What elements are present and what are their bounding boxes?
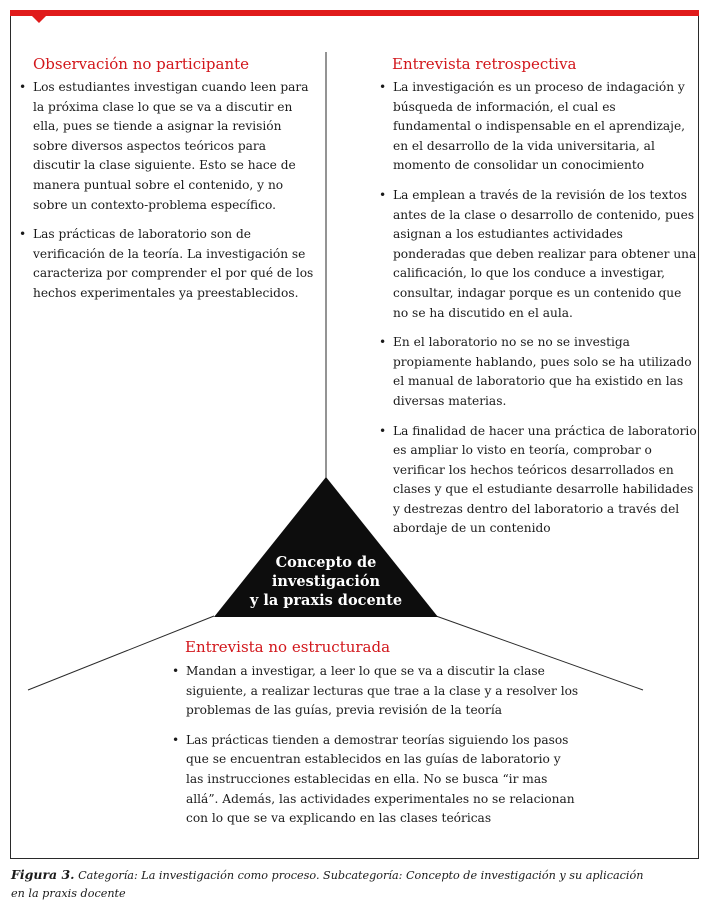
list-item: • Mandan a investigar, a leer lo que se va a discutir la clase siguiente, a realizar lecturas que trae a la clase y a resolver los problemas de las guías, previa revisión de la teoría <box>172 662 580 721</box>
figure-number: Figura 3. <box>11 867 75 882</box>
list-no-estructurada <box>172 662 580 839</box>
heading-observacion: Observación no participante <box>33 55 250 73</box>
heading-no-estructurada: Entrevista no estructurada <box>185 638 391 656</box>
figure-caption <box>11 866 651 903</box>
list-item: • La emplean a través de la revisión de los textos antes de la clase o desarrollo de contenido, pues asignan a los estudiantes actividades ponderadas que deben realizar para obtener una calificación, lo que los conduce a investigar, consultar, indagar porque es un contenido que no se ha discutido en el aula. <box>379 186 697 323</box>
list-item: • Las prácticas tienden a demostrar teorías siguiendo los pasos que se encuentran establecidos en las guías de laboratorio y las instrucciones establecidas en ella. No se busca “ir mas allá”. Además, las actividades experimentales no se relacionan con lo que se va explicando en las clases teóricas <box>172 731 580 829</box>
center-label-line: investigación <box>271 573 381 590</box>
list-item: • La investigación es un proceso de indagación y búsqueda de información, el cual es fundamental o indispensable en el aprendizaje, en el desarrollo de la vida universitaria, al momento de consolidar un conocimiento <box>379 78 697 176</box>
caption-text: Categoría: La investigación como proceso. Subcategoría: Concepto de investigación y su aplicación en la praxis docente <box>11 869 644 900</box>
center-concept-label <box>236 553 416 610</box>
heading-retrospectiva: Entrevista retrospectiva <box>392 55 577 73</box>
list-item: • Las prácticas de laboratorio son de verificación de la teoría. La investigación se caracteriza por comprender el por qué de los hechos experimentales ya preestablecidos. <box>19 225 317 303</box>
list-item: • En el laboratorio no se no se investiga propiamente hablando, pues solo se ha utilizado el manual de laboratorio que ha existido en las diversas materias. <box>379 333 697 411</box>
center-label-line: Concepto de <box>275 554 377 571</box>
list-item: • Los estudiantes investigan cuando leen para la próxima clase lo que se va a discutir en ella, pues se tiende a asignar la revisión sobre diversos aspectos teóricos para discutir la clase siguiente. Esto se hace de manera puntual sobre el contenido, y no sobre un contexto-problema específico. <box>19 78 317 215</box>
list-item: • La finalidad de hacer una práctica de laboratorio es ampliar lo visto en teoría, comprobar o verificar los hechos teóricos desarrollados en clases y que el estudiante desarrolle habilidades y destrezas dentro del laboratorio a través del abordaje de un contenido <box>379 422 697 540</box>
center-label-line: y la praxis docente <box>249 592 403 609</box>
list-retrospectiva <box>379 78 697 549</box>
list-observacion <box>19 78 317 314</box>
